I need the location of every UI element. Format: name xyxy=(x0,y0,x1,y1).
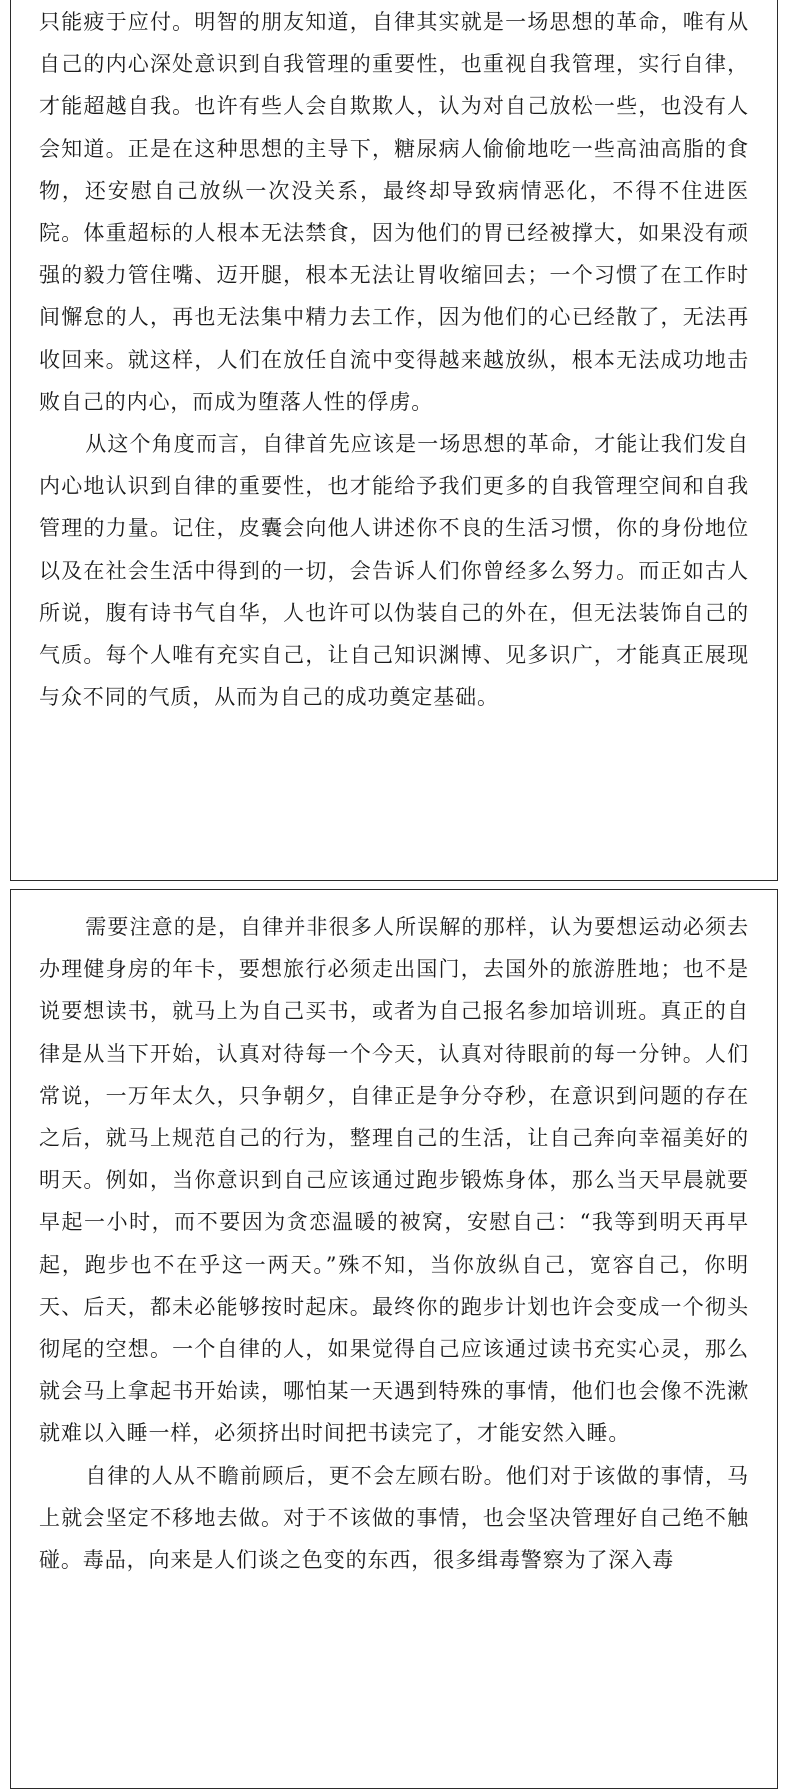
page-2 xyxy=(10,889,778,1789)
page-1 xyxy=(10,0,778,881)
paragraph: 需要注意的是，自律并非很多人所误解的那样，认为要想运动必须去办理健身房的年卡，要想旅行必须走出国门，去国外的旅游胜地；也不是说要想读书，就马上为自己买书，或者为自己报名参加培训班。真正的自律是从当下开始，认真对待每一个今天，认真对待眼前的每一分钟。人们常说，一万年太久，只争朝夕，自律正是争分夺秒，在意识到问题的存在之后，就马上规范自己的行为，整理自己的生活，让自己奔向幸福美好的明天。例如，当你意识到自己应该通过跑步锻炼身体，那么当天早晨就要早起一小时，而不要因为贪恋温暖的被窝，安慰自己：“我等到明天再早起，跑步也不在乎这一两天。”殊不知，当你放纵自己，宽容自己，你明天、后天，都未必能够按时起床。最终你的跑步计划也许会变成一个彻头彻尾的空想。一个自律的人，如果觉得自己应该通过读书充实心灵，那么就会马上拿起书开始读，哪怕某一天遇到特殊的事情，他们也会像不洗漱就难以入睡一样，必须挤出时间把书读完了，才能安然入睡。 xyxy=(39,915,749,1446)
paragraph: 从这个角度而言，自律首先应该是一场思想的革命，才能让我们发自内心地认识到自律的重要性，也才能给予我们更多的自我管理空间和自我管理的力量。记住，皮囊会向他人讲述你不良的生活习惯，你的身份地位以及在社会生活中得到的一切，会告诉人们你曾经多么努力。而正如古人所说，腹有诗书气自华，人也许可以伪装自己的外在，但无法装饰自己的气质。每个人唯有充实自己，让自己知识渊博、见多识广，才能真正展现与众不同的气质，从而为自己的成功奠定基础。 xyxy=(39,432,749,710)
paragraph: 自律的人从不瞻前顾后，更不会左顾右盼。他们对于该做的事情，马上就会坚定不移地去做。对于不该做的事情，也会坚决管理好自己绝不触碰。毒品，向来是人们谈之色变的东西，很多缉毒警察为了深入毒 xyxy=(39,1463,749,1573)
paragraph: 只能疲于应付。明智的朋友知道，自律其实就是一场思想的革命，唯有从自己的内心深处意识到自我管理的重要性，也重视自我管理，实行自律，才能超越自我。也许有些人会自欺欺人，认为对自己放松一些，也没有人会知道。正是在这种思想的主导下，糖尿病人偷偷地吃一些高油高脂的食物，还安慰自己放纵一次没关系，最终却导致病情恶化，不得不住进医院。体重超标的人根本无法禁食，因为他们的胃已经被撑大，如果没有顽强的毅力管住嘴、迈开腿，根本无法让胃收缩回去；一个习惯了在工作时间懈怠的人，再也无法集中精力去工作，因为他们的心已经散了，无法再收回来。就这样，人们在放任自流中变得越来越放纵，根本无法成功地击败自己的内心，而成为堕落人性的俘虏。 xyxy=(39,10,749,414)
